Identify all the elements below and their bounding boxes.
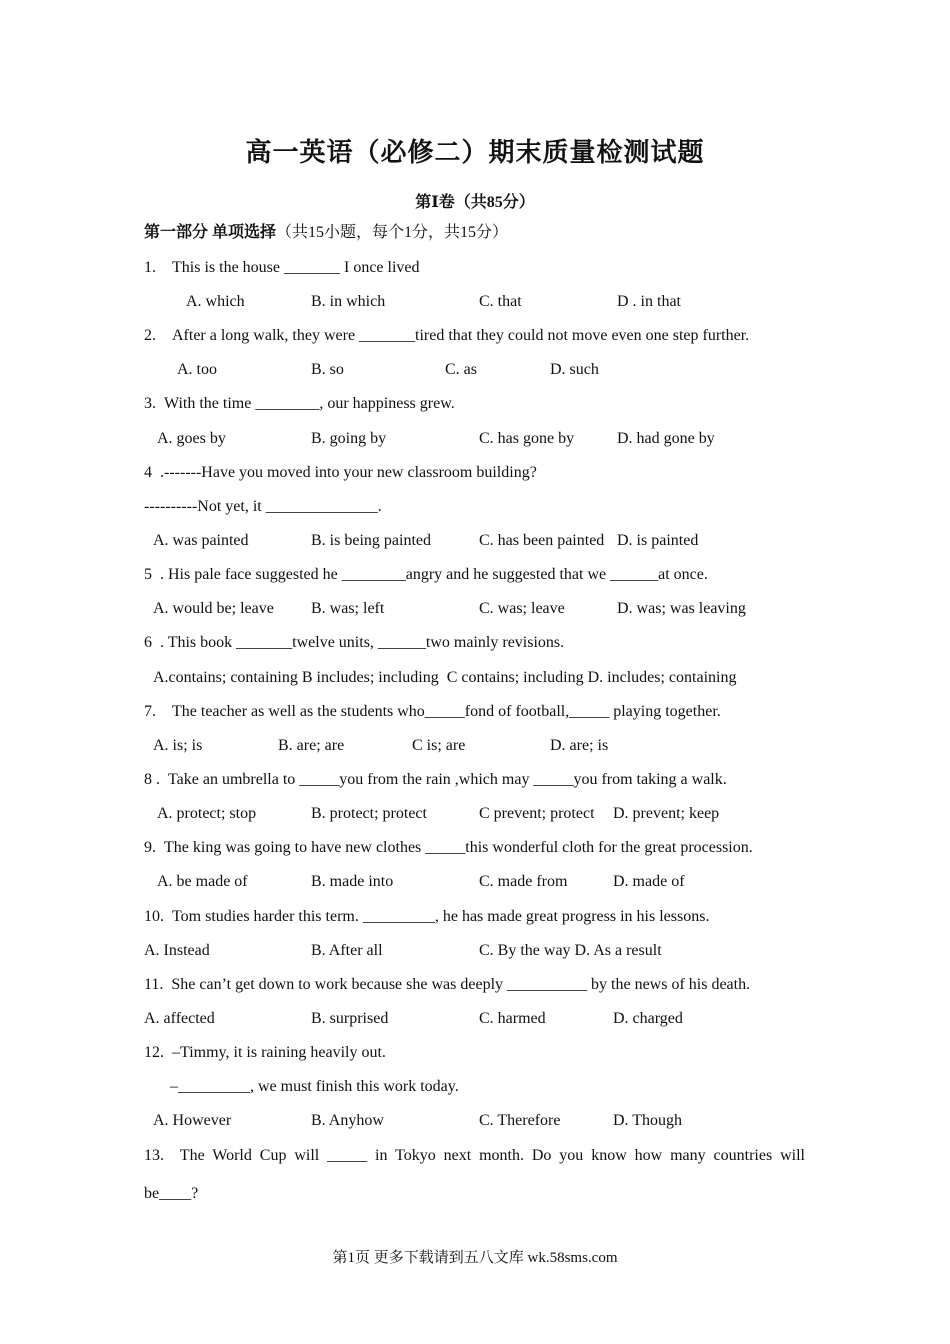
option-c: C. has been painted	[479, 532, 605, 549]
section-note: （共15小题，每个1分，共15分）	[276, 224, 509, 241]
option-a: A. Instead	[144, 942, 210, 959]
option-d: D . in that	[617, 293, 681, 310]
question-4-stem: 4 .-------Have you moved into your new classroom building?	[144, 464, 537, 481]
option-a: A. protect; stop	[157, 805, 257, 822]
option-a: A. too	[177, 361, 217, 378]
option-b: B. was; left	[311, 600, 385, 617]
option-d: D. such	[550, 361, 599, 378]
option-d: D. made of	[613, 873, 685, 890]
option-a: A. goes by	[157, 430, 226, 447]
option-b: B. in which	[311, 293, 386, 310]
option-c: C. Therefore	[479, 1112, 561, 1129]
option-c: C. that	[479, 293, 522, 310]
option-c: C. was; leave	[479, 600, 565, 617]
option-a: A. However	[153, 1112, 232, 1129]
option-a: A. is; is	[153, 737, 203, 754]
option-b: B. going by	[311, 430, 387, 447]
option-b: B. so	[311, 361, 344, 378]
option-d: D. is painted	[617, 532, 699, 549]
question-13-stem: 13. The World Cup will _____ in Tokyo next month. Do you know how many countries will	[144, 1147, 805, 1164]
question-5-stem: 5 . His pale face suggested he ________angry and he suggested that we ______at once.	[144, 566, 708, 583]
page-footer: 第1页 更多下载请到五八文库 wk.58sms.com	[332, 1250, 618, 1266]
question-4-stem-reply: ----------Not yet, it ______________.	[144, 498, 382, 515]
option-b: B. After all	[311, 942, 383, 959]
question-6-options: A.contains; containing B includes; including C contains; including D. includes; containing	[153, 669, 737, 686]
question-10-stem: 10. Tom studies harder this term. _________, he has made great progress in his lessons.	[144, 908, 710, 925]
question-11-stem: 11. She can’t get down to work because she was deeply __________ by the news of his death.	[144, 976, 751, 993]
option-cd: C. By the way D. As a result	[479, 942, 662, 959]
option-b: B. made into	[311, 873, 394, 890]
question-2-stem: 2. After a long walk, they were _______tired that they could not move even one step further.	[144, 327, 750, 344]
option-a: A. would be; leave	[153, 600, 274, 617]
question-3-stem: 3. With the time ________, our happiness grew.	[144, 395, 455, 412]
option-c: C. made from	[479, 873, 568, 890]
option-a: A. be made of	[157, 873, 248, 890]
option-b: B. is being painted	[311, 532, 431, 549]
option-d: D. Though	[613, 1112, 683, 1129]
option-d: D. prevent; keep	[613, 805, 720, 822]
option-d: D. are; is	[550, 737, 609, 754]
question-8-stem: 8 . Take an umbrella to _____you from the rain ,which may _____you from taking a walk.	[144, 771, 727, 788]
section-heading	[144, 223, 508, 243]
question-1-stem: 1. This is the house _______ I once lived	[144, 259, 420, 276]
option-c: C. harmed	[479, 1010, 546, 1027]
option-c: C. has gone by	[479, 430, 575, 447]
option-b: B. protect; protect	[311, 805, 427, 822]
option-c: C is; are	[412, 737, 466, 754]
question-13-stem-continued: be____?	[144, 1185, 199, 1202]
question-7-stem: 7. The teacher as well as the students who_____fond of football,_____ playing together.	[144, 703, 721, 720]
option-b: B. are; are	[278, 737, 345, 754]
question-6-stem: 6 . This book _______twelve units, ______two mainly revisions.	[144, 634, 565, 651]
volume-heading: 第Ⅰ卷（共85分）	[415, 194, 535, 211]
option-d: D. had gone by	[617, 430, 715, 447]
option-c: C prevent; protect	[479, 805, 595, 822]
option-b: B. Anyhow	[311, 1112, 384, 1129]
option-d: D. was; was leaving	[617, 600, 746, 617]
question-12-stem-reply: –_________, we must finish this work today.	[170, 1078, 459, 1095]
option-a: A. affected	[144, 1010, 215, 1027]
option-a: A. was painted	[153, 532, 249, 549]
question-12-stem: 12. –Timmy, it is raining heavily out.	[144, 1044, 386, 1061]
question-9-stem: 9. The king was going to have new clothes _____this wonderful cloth for the great procession.	[144, 839, 753, 856]
option-b: B. surprised	[311, 1010, 389, 1027]
option-a: A. which	[186, 293, 245, 310]
option-c: C. as	[445, 361, 477, 378]
page-title: 高一英语（必修二）期末质量检测试题	[245, 138, 705, 167]
section-title: 第一部分 单项选择	[144, 224, 277, 241]
option-d: D. charged	[613, 1010, 683, 1027]
